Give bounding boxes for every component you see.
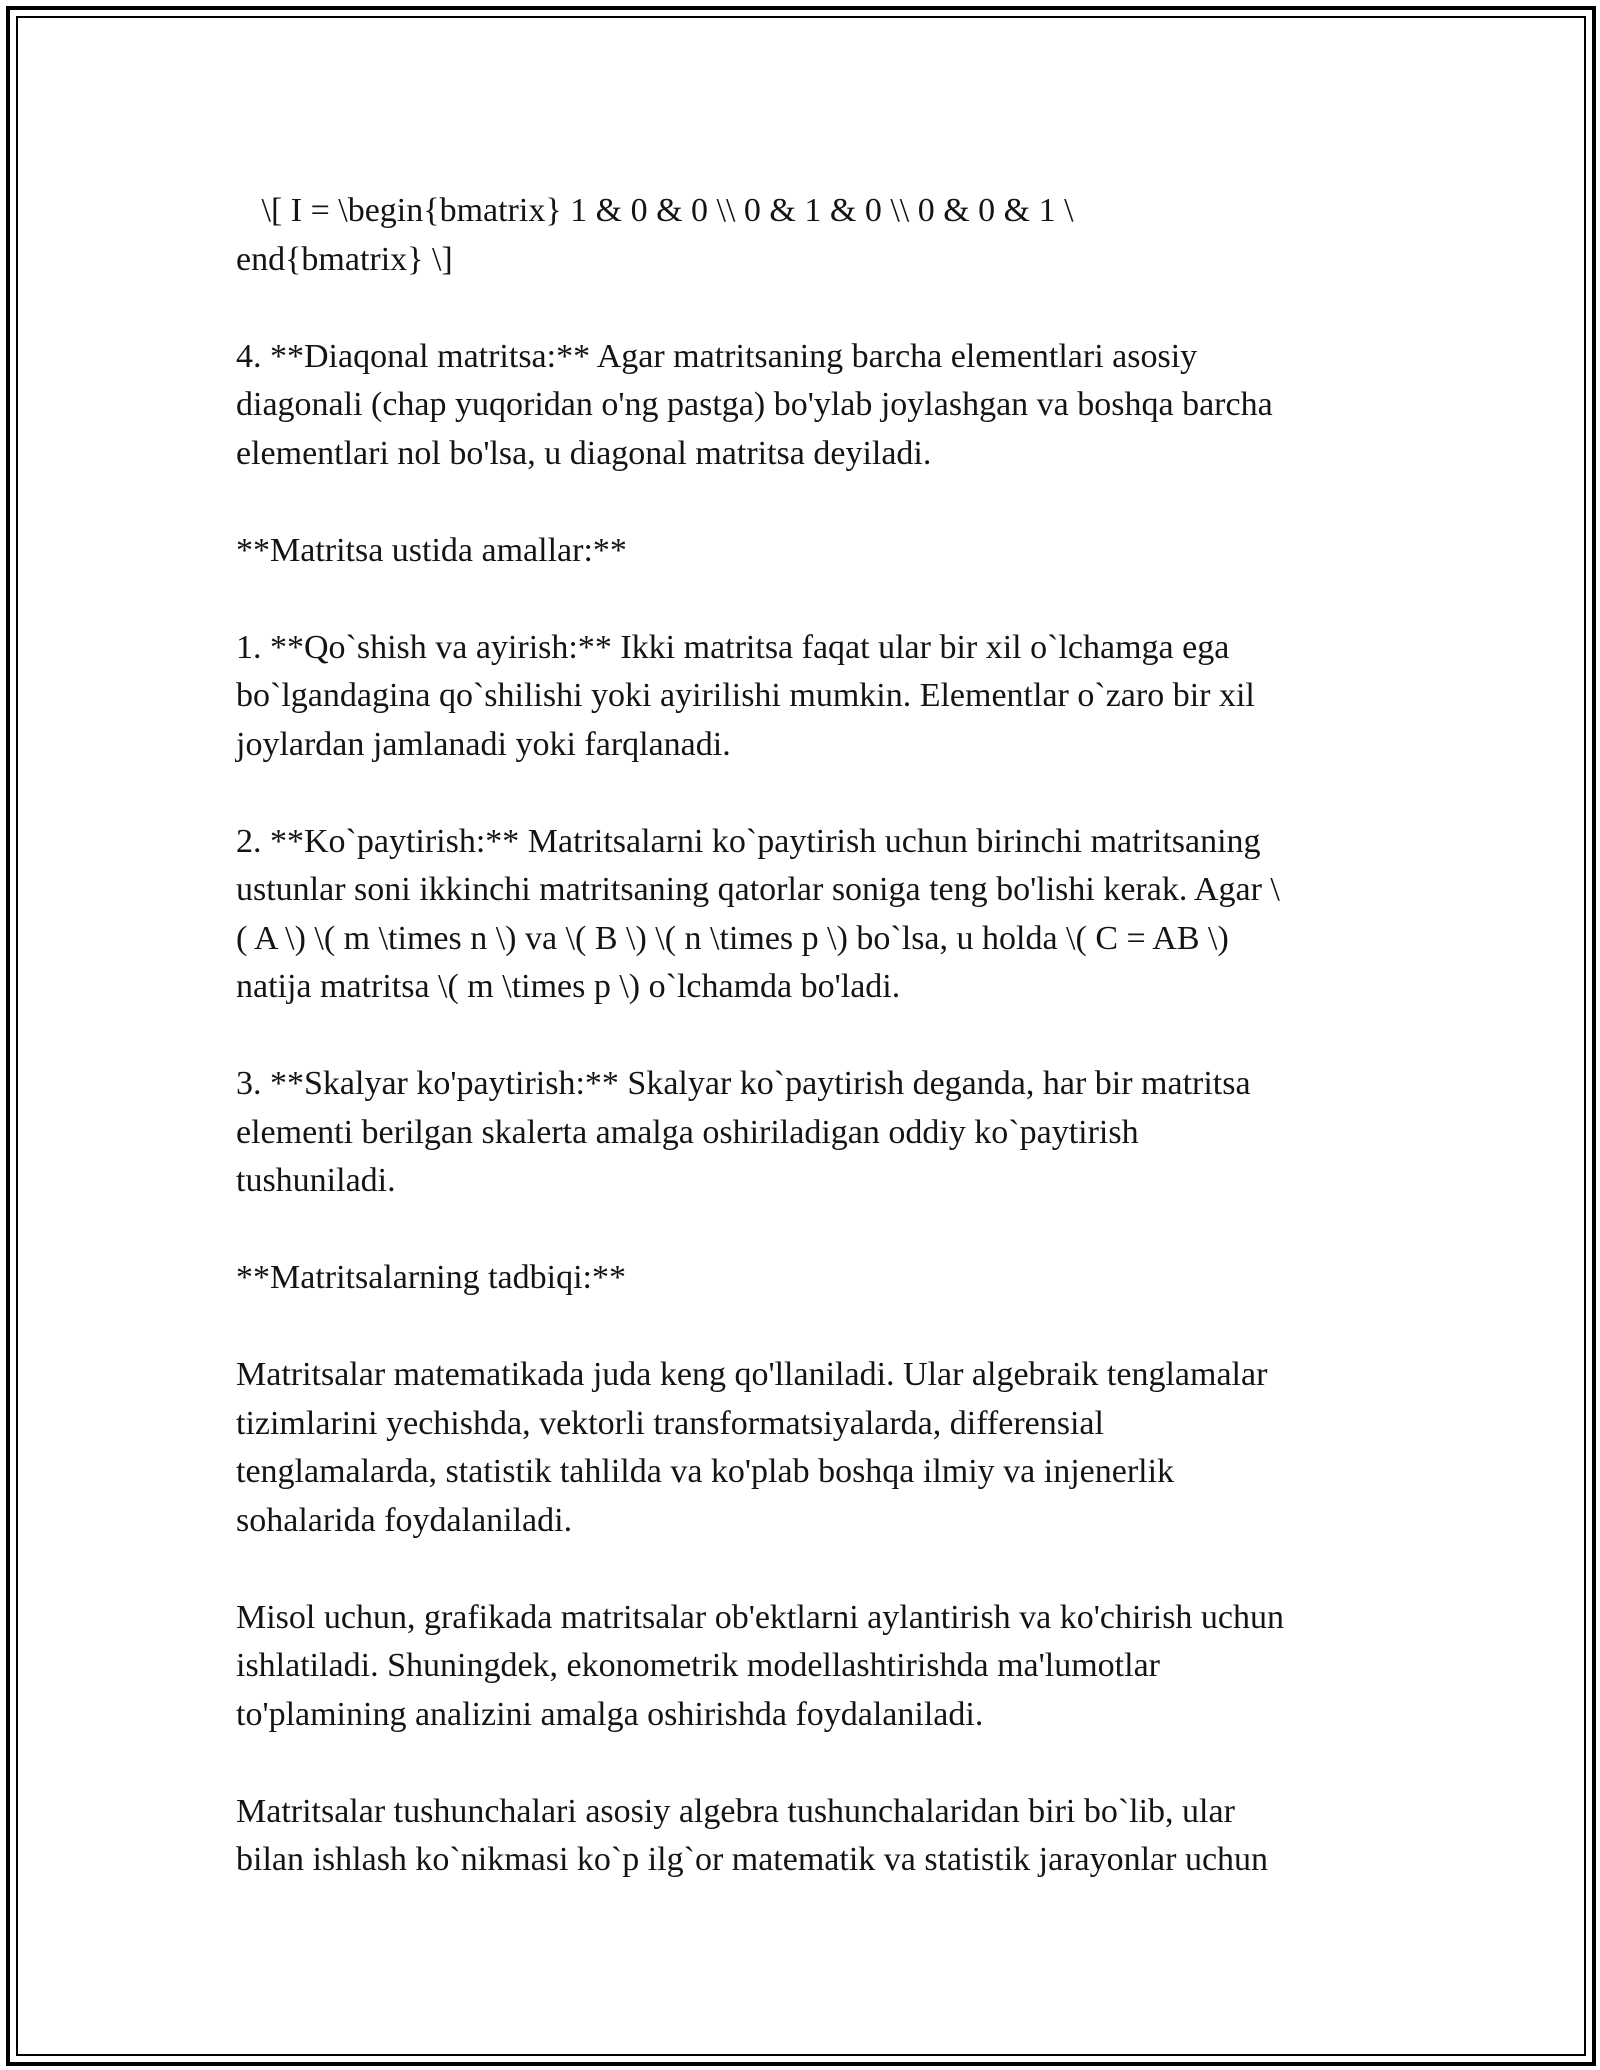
heading-matrix-applications: **Matritsalarning tadbiqi:** [236, 1259, 626, 1296]
paragraph-addition-subtraction: 1. **Qo`shish va ayirish:** Ikki matritsa faqat ular bir xil o`lchamga ega bo`lgandagina qo`shilishi yoki ayirilishi mumkin. Elementlar o`zaro bir xil joylardan jamlanadi yoki farqlanadi. [236, 628, 1255, 763]
paragraph-diagonal-matrix: 4. **Diaqonal matritsa:** Agar matritsaning barcha elementlari asosiy diagonali (chap yuqoridan o'ng pastga) bo'ylab joylashgan va boshqa barcha elementlari nol bo'lsa, u diagonal matritsa deyiladi. [236, 337, 1273, 472]
paragraph-conclusion: Matritsalar tushunchalari asosiy algebra tushunchalaridan biri bo`lib, ular bilan ishlash ko`nikmasi ko`p ilg`or matematik va statistik jarayonlar uchun [236, 1792, 1269, 1878]
paragraph-example: Misol uchun, grafikada matritsalar ob'ektlarni aylantirish va ko'chirish uchun ishlatiladi. Shuningdek, ekonometrik modellashtirishda ma'lumotlar to'plamining analizini amalga oshirishda foydalaniladi. [236, 1598, 1285, 1733]
paragraph-scalar-multiplication: 3. **Skalyar ko'paytirish:** Skalyar ko`paytirish deganda, har bir matritsa elementi berilgan skalerta amalga oshiriladigan oddiy ko`paytirish tushuniladi. [236, 1065, 1251, 1199]
heading-matrix-operations: **Matritsa ustida amallar:** [236, 531, 627, 569]
paragraph-applications: Matritsalar matematikada juda keng qo'llaniladi. Ular algebraik tenglamalar tizimlarini yechishda, vektorli transformatsiyalarda, differensial tenglamalarda, statistik tahlilda va ko'plab boshqa ilmiy va injenerlik sohalarida foydalaniladi. [236, 1356, 1268, 1539]
document-body [236, 187, 1376, 1885]
paragraph-multiplication: 2. **Ko`paytirish:** Matritsalarni ko`paytirish uchun birinchi matritsaning ustunlar soni ikkinchi matritsaning qatorlar soniga teng bo'lishi kerak. Agar \ ( A \) \( m \times n \) va \( B \) \( n \times p \) bo`lsa, u holda \( C = AB \) natija matritsa \( m \times p \) o`lchamda bo'ladi. [236, 822, 1280, 1005]
identity-matrix-formula: \[ I = \begin{bmatrix} 1 & 0 & 0 \\ 0 & 1 & 0 \\ 0 & 0 & 1 \ end{bmatrix} \] [236, 192, 1074, 278]
